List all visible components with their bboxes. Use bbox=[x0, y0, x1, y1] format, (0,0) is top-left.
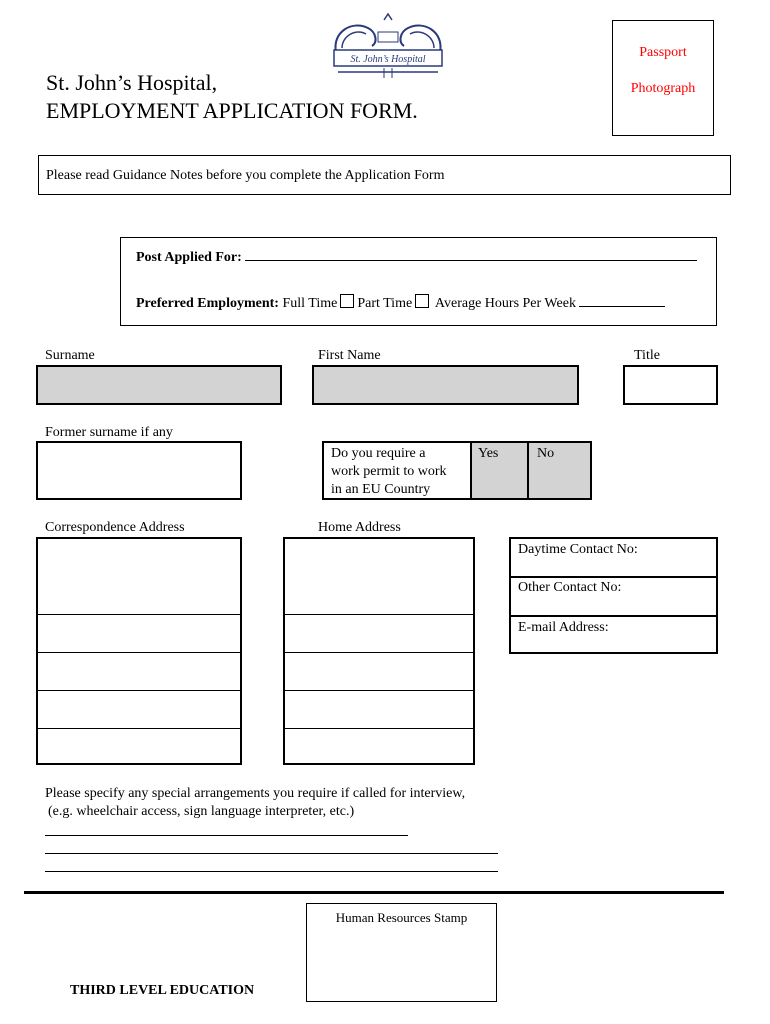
post-applied-input[interactable] bbox=[245, 260, 697, 261]
contact-details-box bbox=[509, 537, 718, 654]
full-time-checkbox[interactable] bbox=[340, 294, 354, 308]
yes-label: Yes bbox=[478, 446, 499, 461]
no-label: No bbox=[537, 446, 555, 461]
hospital-name: St. John’s Hospital, bbox=[46, 70, 218, 95]
third-level-education-heading: THIRD LEVEL EDUCATION bbox=[70, 983, 255, 998]
home-address-label: Home Address bbox=[318, 520, 401, 535]
full-time-label: Full Time bbox=[282, 296, 338, 311]
form-title: EMPLOYMENT APPLICATION FORM. bbox=[46, 98, 418, 123]
work-permit-yes-cell[interactable] bbox=[470, 441, 529, 500]
correspondence-address-input[interactable] bbox=[36, 537, 242, 765]
home-address-input[interactable] bbox=[283, 537, 475, 765]
daytime-contact-label: Daytime Contact No: bbox=[518, 542, 638, 557]
surname-input[interactable] bbox=[36, 365, 282, 405]
average-hours-input[interactable] bbox=[579, 306, 665, 307]
post-applied-label: Post Applied For: bbox=[136, 250, 242, 265]
part-time-label: Part Time bbox=[357, 296, 413, 311]
part-time-checkbox[interactable] bbox=[415, 294, 429, 308]
work-permit-no-cell[interactable] bbox=[527, 441, 592, 500]
average-hours-label: Average Hours Per Week bbox=[434, 296, 576, 311]
special-arrangements-line-1: Please specify any special arrangements you require if called for interview, bbox=[45, 786, 466, 801]
title-label: Title bbox=[634, 348, 660, 363]
special-arrangements-input-3[interactable] bbox=[45, 871, 498, 872]
guidance-text: Please read Guidance Notes before you complete the Application Form bbox=[46, 168, 445, 183]
former-surname-label: Former surname if any bbox=[45, 425, 173, 440]
special-arrangements-input-2[interactable] bbox=[45, 853, 498, 854]
other-contact-field[interactable] bbox=[511, 578, 716, 615]
title-input[interactable] bbox=[623, 365, 718, 405]
post-applied-box bbox=[120, 237, 717, 326]
work-permit-line-3: in an EU Country bbox=[331, 482, 431, 497]
first-name-input[interactable] bbox=[312, 365, 579, 405]
photograph-label: Photograph bbox=[630, 81, 696, 96]
correspondence-address-label: Correspondence Address bbox=[45, 520, 185, 535]
work-permit-line-2: work permit to work bbox=[331, 464, 447, 479]
other-contact-label: Other Contact No: bbox=[518, 580, 622, 595]
former-surname-input[interactable] bbox=[36, 441, 242, 500]
special-arrangements-line-2: (e.g. wheelchair access, sign language interpreter, etc.) bbox=[48, 804, 355, 819]
daytime-contact-field[interactable] bbox=[511, 539, 716, 576]
hr-stamp-box bbox=[306, 903, 497, 1002]
email-field[interactable] bbox=[511, 617, 716, 654]
surname-label: Surname bbox=[45, 348, 95, 363]
special-arrangements-input-1[interactable] bbox=[45, 835, 408, 836]
section-divider bbox=[24, 891, 724, 894]
svg-text:St. John’s Hospital: St. John’s Hospital bbox=[350, 54, 426, 65]
passport-photo-box[interactable] bbox=[612, 20, 714, 136]
guidance-box bbox=[38, 155, 731, 195]
email-label: E-mail Address: bbox=[518, 620, 609, 635]
hospital-logo bbox=[328, 12, 448, 82]
work-permit-question-box bbox=[322, 441, 472, 500]
first-name-label: First Name bbox=[318, 348, 381, 363]
hr-stamp-label: Human Resources Stamp bbox=[335, 910, 468, 925]
preferred-employment-label: Preferred Employment: bbox=[136, 296, 279, 311]
work-permit-line-1: Do you require a bbox=[331, 446, 426, 461]
passport-label: Passport bbox=[639, 45, 687, 60]
